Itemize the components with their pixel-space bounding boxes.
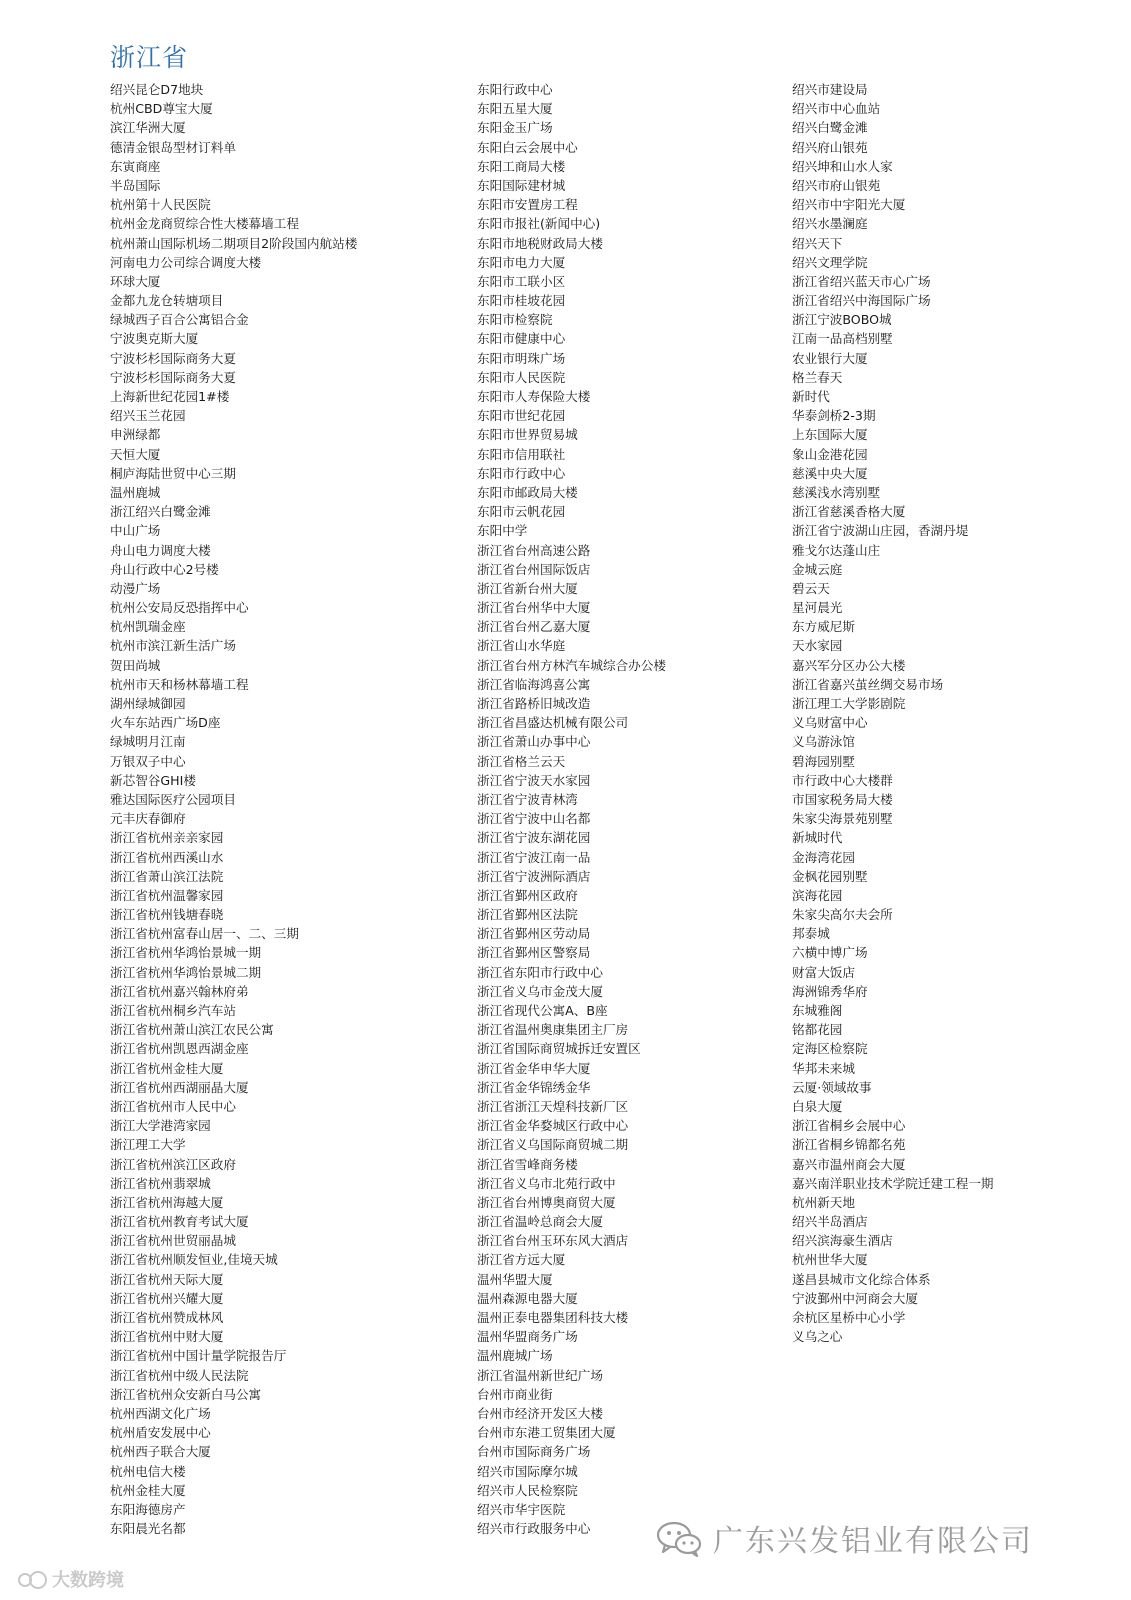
project-list-item: 浙江省金华婺城区行政中心 bbox=[477, 1118, 629, 1134]
project-list-item: 绍兴市建设局 bbox=[792, 82, 868, 97]
project-list-item: 绿城明月江南 bbox=[110, 734, 186, 750]
project-list-item: 义乌财富中心 bbox=[792, 715, 868, 731]
project-list-item: 台州市商业街 bbox=[477, 1386, 553, 1402]
project-list-item: 杭州西子联合大厦 bbox=[110, 1444, 211, 1460]
project-list-item: 浙江省宁波东湖花园 bbox=[477, 830, 591, 846]
project-list-item: 温州森源电器大厦 bbox=[477, 1290, 578, 1306]
project-list-item: 浙江省义乌市金茂大厦 bbox=[477, 983, 603, 999]
project-list-item: 浙江省杭州嘉兴翰林府弟 bbox=[110, 983, 249, 999]
project-list-item: 宁波杉杉国际商务大夏 bbox=[110, 369, 236, 385]
project-list-item: 台州市东港工贸集团大厦 bbox=[477, 1425, 616, 1441]
project-list-item: 浙江省浙江天煌科技新厂区 bbox=[477, 1098, 629, 1114]
project-list-item: 绍兴市府山银苑 bbox=[792, 177, 881, 193]
project-list-item: 格兰春天 bbox=[792, 369, 843, 385]
project-list-item: 华泰剑桥2-3期 bbox=[792, 408, 876, 424]
project-list-item: 朱家尖高尔夫会所 bbox=[792, 907, 893, 923]
project-list-item: 浙江省温州奥康集团主厂房 bbox=[477, 1022, 629, 1038]
project-list-item: 浙江省国际商贸城拆迁安置区 bbox=[477, 1041, 641, 1057]
project-list-item: 浙江省杭州中国计量学院报告厅 bbox=[110, 1348, 287, 1364]
project-list-item: 杭州第十人民医院 bbox=[110, 197, 211, 213]
project-list-item: 中山广场 bbox=[110, 523, 161, 539]
project-list-item: 台州市经济开发区大楼 bbox=[477, 1405, 603, 1421]
project-list-item: 碧海园别墅 bbox=[792, 753, 855, 769]
project-list-item: 绍兴市人民检察院 bbox=[477, 1482, 578, 1498]
project-list-item: 宁波奥克斯大厦 bbox=[110, 331, 199, 347]
page-title: 浙江省 bbox=[110, 43, 189, 72]
project-list-item: 星河晨光 bbox=[792, 600, 843, 616]
project-list-item: 杭州金桂大厦 bbox=[110, 1482, 186, 1498]
project-list-item: 嘉兴军分区办公大楼 bbox=[792, 657, 906, 673]
project-list-item: 浙江省临海鸿喜公寓 bbox=[477, 676, 591, 692]
bigdata-logo-icon bbox=[18, 1569, 48, 1589]
project-list-item: 浙江理工大学影剧院 bbox=[792, 696, 906, 711]
project-list-item: 浙江省鄞州区法院 bbox=[477, 907, 578, 923]
project-list-item: 浙江省萧山滨江法院 bbox=[110, 868, 224, 884]
project-list-column-3 bbox=[792, 80, 994, 1346]
project-list-item: 杭州市滨江新生活广场 bbox=[110, 638, 236, 654]
project-list-item: 义乌游泳馆 bbox=[792, 734, 855, 750]
project-list-item: 浙江省新台州大厦 bbox=[477, 580, 578, 596]
project-list-item: 雅达国际医疗公园项目 bbox=[110, 791, 236, 807]
project-list-item: 浙江省杭州富春山居一、二、三期 bbox=[110, 926, 299, 942]
project-list-item: 浙江省杭州众安新白马公寓 bbox=[110, 1386, 262, 1402]
wechat-icon bbox=[655, 1518, 705, 1558]
project-list-item: 贺田尚城 bbox=[110, 657, 161, 673]
project-list-item: 绍兴市中心血站 bbox=[792, 101, 881, 117]
project-list-item: 动漫广场 bbox=[110, 580, 161, 596]
project-list-item: 东阳国际建材城 bbox=[477, 177, 566, 193]
project-list-item: 浙江省台州玉环东风大酒店 bbox=[477, 1233, 629, 1249]
project-list-item: 杭州CBD尊宝大厦 bbox=[110, 101, 213, 117]
project-list-item: 浙江省台州国际饭店 bbox=[477, 561, 591, 577]
project-list-item: 浙江省绍兴中海国际广场 bbox=[792, 293, 931, 309]
project-list-item: 宁波杉杉国际商务大夏 bbox=[110, 350, 236, 366]
project-list-item: 绍兴市华宇医院 bbox=[477, 1501, 566, 1517]
project-list-item: 浙江省温州新世纪广场 bbox=[477, 1367, 603, 1383]
project-list-item: 东城雅阁 bbox=[792, 1003, 843, 1018]
project-list-item: 杭州凯瑞金座 bbox=[110, 619, 186, 635]
project-list-item: 绍兴坤和山水人家 bbox=[792, 158, 893, 174]
watermark-right-text: 广东兴发铝业有限公司 bbox=[713, 1524, 1033, 1559]
project-list-item: 浙江省杭州海越大厦 bbox=[110, 1194, 224, 1210]
project-list-item: 滨海花园 bbox=[792, 887, 843, 903]
project-list-item: 浙江省杭州凯恩西湖金座 bbox=[110, 1041, 249, 1057]
project-list-item: 绍兴市行政服务中心 bbox=[477, 1521, 591, 1537]
project-list-item: 天恒大厦 bbox=[110, 446, 161, 462]
project-list-item: 江南一品高档别墅 bbox=[792, 331, 893, 347]
project-list-item: 浙江省方远大厦 bbox=[477, 1252, 566, 1268]
project-list-column-2 bbox=[477, 80, 666, 1538]
project-list-item: 绍兴白鹭金滩 bbox=[792, 120, 868, 136]
project-list-item: 东阳市报社(新闻中心) bbox=[477, 216, 601, 232]
project-list-item: 上东国际大厦 bbox=[792, 427, 868, 443]
project-list-item: 东阳市云帆花园 bbox=[477, 504, 566, 520]
project-list-item: 浙江省宁波江南一品 bbox=[477, 849, 591, 865]
project-list-item: 浙江省宁波青林湾 bbox=[477, 791, 578, 807]
project-list-item: 浙江省杭州金桂大厦 bbox=[110, 1060, 224, 1076]
project-list-item: 东阳市世界贸易城 bbox=[477, 427, 578, 443]
project-list-item: 东阳市安置房工程 bbox=[477, 197, 578, 213]
project-list-item: 杭州盾安发展中心 bbox=[110, 1425, 211, 1441]
project-list-item: 浙江省台州方林汽车城综合办公楼 bbox=[477, 657, 666, 673]
project-list-item: 金海湾花园 bbox=[792, 849, 855, 865]
project-list-item: 浙江省金华申华大厦 bbox=[477, 1060, 591, 1076]
project-list-item: 滨江华洲大厦 bbox=[110, 120, 186, 136]
project-list-item: 浙江省杭州中级人民法院 bbox=[110, 1367, 249, 1383]
project-list-item: 浙江省杭州桐乡汽车站 bbox=[110, 1003, 236, 1018]
project-list-item: 绍兴昆仑D7地块 bbox=[110, 82, 204, 97]
project-list-item: 定海区检察院 bbox=[792, 1041, 868, 1057]
project-list-item: 浙江省路桥旧城改造 bbox=[477, 696, 591, 711]
project-list-item: 东阳海德房产 bbox=[110, 1501, 186, 1517]
project-list-item: 浙江省台州博奥商贸大厦 bbox=[477, 1194, 616, 1210]
project-list-item: 台州市国际商务广场 bbox=[477, 1444, 591, 1460]
project-list-item: 东阳市信用联社 bbox=[477, 446, 566, 462]
project-list-item: 浙江宁波BOBO城 bbox=[792, 312, 892, 328]
project-list-item: 上海新世纪花园1#楼 bbox=[110, 389, 230, 404]
project-list-item: 市行政中心大楼群 bbox=[792, 772, 893, 788]
project-list-item: 浙江省温岭总商会大厦 bbox=[477, 1214, 603, 1230]
project-list-item: 东阳市明珠广场 bbox=[477, 350, 566, 366]
project-list-item: 浙江省山水华庭 bbox=[477, 638, 566, 654]
project-list-column-1 bbox=[110, 80, 357, 1538]
project-list-item: 浙江省杭州亲亲家园 bbox=[110, 830, 224, 846]
project-list-item: 东方威尼斯 bbox=[792, 619, 855, 635]
project-list-item: 浙江省鄞州区警察局 bbox=[477, 945, 591, 961]
project-list-item: 杭州世华大厦 bbox=[792, 1252, 868, 1268]
project-list-item: 绍兴半岛酒店 bbox=[792, 1214, 868, 1230]
project-list-item: 浙江大学港湾家园 bbox=[110, 1118, 211, 1134]
project-list-item: 浙江省杭州滨江区政府 bbox=[110, 1156, 236, 1172]
project-list-item: 东阳市人寿保险大楼 bbox=[477, 389, 591, 404]
project-list-item: 浙江省桐乡锦都名苑 bbox=[792, 1137, 906, 1153]
project-list-item: 河南电力公司综合调度大楼 bbox=[110, 254, 262, 270]
project-list-item: 浙江绍兴白鹭金滩 bbox=[110, 504, 211, 520]
project-list-item: 雅戈尔达蓬山庄 bbox=[792, 542, 881, 558]
project-list-item: 万银双子中心 bbox=[110, 753, 186, 769]
project-list-item: 火车东站西广场D座 bbox=[110, 715, 221, 731]
project-list-item: 浙江省杭州西溪山水 bbox=[110, 849, 224, 865]
project-list-item: 东阳市检察院 bbox=[477, 312, 553, 328]
project-list-item: 浙江省萧山办事中心 bbox=[477, 734, 591, 750]
project-list-item: 浙江省杭州赞成林风 bbox=[110, 1310, 224, 1325]
project-list-item: 铭都花园 bbox=[792, 1022, 843, 1038]
project-list-item: 邦泰城 bbox=[792, 926, 830, 942]
project-list-item: 浙江省嘉兴茧丝绸交易市场 bbox=[792, 676, 944, 692]
project-list-item: 浙江省杭州世贸丽晶城 bbox=[110, 1233, 236, 1249]
project-list-item: 浙江理工大学 bbox=[110, 1137, 186, 1153]
project-list-item: 温州鹿城 bbox=[110, 484, 161, 500]
project-list-item: 绍兴玉兰花园 bbox=[110, 408, 186, 424]
project-list-item: 浙江省杭州翡翠城 bbox=[110, 1175, 211, 1191]
project-list-item: 浙江省台州高速公路 bbox=[477, 542, 591, 558]
project-list-item: 东阳行政中心 bbox=[477, 82, 553, 97]
project-list-item: 东阳中学 bbox=[477, 523, 528, 539]
project-list-item: 绍兴市国际摩尔城 bbox=[477, 1463, 578, 1479]
project-list-item: 六横中博广场 bbox=[792, 945, 868, 961]
project-list-item: 浙江省宁波天水家园 bbox=[477, 772, 591, 788]
project-list-item: 湖州绿城御园 bbox=[110, 696, 186, 711]
project-list-item: 浙江省杭州市人民中心 bbox=[110, 1098, 236, 1114]
project-list-item: 杭州新天地 bbox=[792, 1194, 855, 1210]
project-list-item: 浙江省雪峰商务楼 bbox=[477, 1156, 578, 1172]
project-list-item: 浙江省台州华中大厦 bbox=[477, 600, 591, 616]
project-list-item: 东阳五星大厦 bbox=[477, 101, 553, 117]
project-list-item: 半岛国际 bbox=[110, 177, 161, 193]
project-list-item: 朱家尖海景苑别墅 bbox=[792, 811, 893, 827]
project-list-item: 新时代 bbox=[792, 389, 830, 404]
project-list-item: 浙江省现代公寓A、B座 bbox=[477, 1003, 608, 1018]
project-list-item: 杭州电信大楼 bbox=[110, 1463, 186, 1479]
project-list-item: 新城时代 bbox=[792, 830, 843, 846]
project-list-item: 浙江省杭州天际大厦 bbox=[110, 1271, 224, 1287]
project-list-item: 绿城西子百合公寓铝合金 bbox=[110, 312, 249, 328]
project-list-item: 绍兴府山银苑 bbox=[792, 139, 868, 155]
project-list-item: 浙江省昌盛达机械有限公司 bbox=[477, 715, 629, 731]
project-list-item: 嘉兴市温州商会大厦 bbox=[792, 1156, 906, 1172]
project-list-item: 浙江省杭州萧山滨江农民公寓 bbox=[110, 1022, 274, 1038]
project-list-item: 环球大厦 bbox=[110, 273, 161, 289]
project-list-item: 东阳市工联小区 bbox=[477, 273, 566, 289]
project-list-item: 杭州市天和杨林幕墙工程 bbox=[110, 676, 249, 692]
project-list-item: 杭州金龙商贸综合性大楼幕墙工程 bbox=[110, 216, 299, 232]
project-list-item: 东阳市世纪花园 bbox=[477, 408, 566, 424]
project-list-item: 浙江省东阳市行政中心 bbox=[477, 964, 603, 980]
project-list-item: 东阳市人民医院 bbox=[477, 369, 566, 385]
project-list-item: 象山金港花园 bbox=[792, 446, 868, 462]
watermark-left-text: 大数跨境 bbox=[52, 1570, 124, 1591]
project-list-item: 德清金银岛型材订料单 bbox=[110, 139, 236, 155]
project-list-item: 华邦未来城 bbox=[792, 1060, 855, 1076]
project-list-item: 绍兴市中宇阳光大厦 bbox=[792, 197, 906, 213]
project-list-item: 慈溪中央大厦 bbox=[792, 465, 868, 481]
project-list-item: 白泉大厦 bbox=[792, 1098, 843, 1114]
project-list-item: 遂昌县城市文化综合体系 bbox=[792, 1271, 931, 1287]
project-list-item: 浙江省金华锦绣金华 bbox=[477, 1079, 591, 1095]
project-list-item: 东阳市桂坡花园 bbox=[477, 293, 566, 309]
project-list-item: 杭州公安局反恐指挥中心 bbox=[110, 600, 249, 616]
project-list-item: 杭州萧山国际机场二期项目2阶段国内航站楼 bbox=[110, 235, 358, 251]
project-list-item: 浙江省桐乡会展中心 bbox=[792, 1118, 906, 1134]
project-list-item: 桐庐海陆世贸中心三期 bbox=[110, 465, 236, 481]
project-list-item: 浙江省绍兴蓝天市心广场 bbox=[792, 273, 931, 289]
project-list-item: 浙江省杭州兴耀大厦 bbox=[110, 1290, 224, 1306]
project-list-item: 绍兴天下 bbox=[792, 235, 843, 251]
project-list-item: 东阳晨光名都 bbox=[110, 1521, 186, 1537]
project-list-item: 金城云庭 bbox=[792, 561, 843, 577]
project-list-item: 碧云天 bbox=[792, 580, 830, 596]
project-list-item: 慈溪浅水湾别墅 bbox=[792, 484, 881, 500]
project-list-item: 温州正泰电器集团科技大楼 bbox=[477, 1310, 629, 1325]
project-list-item: 浙江省杭州钱塘春晓 bbox=[110, 907, 224, 923]
project-list-item: 浙江省台州乙嘉大厦 bbox=[477, 619, 591, 635]
project-list-item: 绍兴滨海豪生酒店 bbox=[792, 1233, 893, 1249]
project-list-item: 浙江省杭州温馨家园 bbox=[110, 887, 224, 903]
project-list-item: 浙江省杭州华鸿怡景城一期 bbox=[110, 945, 262, 961]
project-list-item: 金枫花园别墅 bbox=[792, 868, 868, 884]
project-list-item: 浙江省杭州中财大厦 bbox=[110, 1329, 224, 1345]
project-list-item: 东阳市电力大厦 bbox=[477, 254, 566, 270]
project-list-item: 温州华盟大厦 bbox=[477, 1271, 553, 1287]
project-list-item: 浙江省宁波洲际酒店 bbox=[477, 868, 591, 884]
project-list-item: 元丰庆春御府 bbox=[110, 811, 186, 827]
project-list-item: 东阳市地税财政局大楼 bbox=[477, 235, 603, 251]
project-list-item: 浙江省杭州教育考试大厦 bbox=[110, 1214, 249, 1230]
project-list-item: 浙江省义乌国际商贸城二期 bbox=[477, 1137, 629, 1153]
project-list-item: 浙江省慈溪香格大厦 bbox=[792, 504, 906, 520]
project-list-item: 绍兴文理学院 bbox=[792, 254, 868, 270]
project-list-item: 宁波鄞州中河商会大厦 bbox=[792, 1290, 918, 1306]
bigdata-watermark bbox=[18, 1566, 124, 1592]
project-list-item: 义乌之心 bbox=[792, 1329, 843, 1345]
project-list-item: 东寅商座 bbox=[110, 158, 161, 174]
project-list-item: 市国家税务局大楼 bbox=[792, 791, 893, 807]
project-list-item: 新芯智谷GHI楼 bbox=[110, 772, 196, 788]
project-list-item: 云厦·领域故事 bbox=[792, 1079, 872, 1095]
company-watermark bbox=[655, 1516, 1033, 1560]
project-list-item: 嘉兴南洋职业技术学院迁建工程一期 bbox=[792, 1175, 994, 1191]
project-list-item: 温州鹿城广场 bbox=[477, 1348, 553, 1364]
project-list-item: 东阳白云会展中心 bbox=[477, 139, 578, 155]
project-list-item: 舟山电力调度大楼 bbox=[110, 542, 211, 558]
project-list-item: 杭州西湖文化广场 bbox=[110, 1405, 211, 1421]
project-list-item: 海洲锦秀华府 bbox=[792, 983, 868, 999]
project-list-item: 申洲绿都 bbox=[110, 427, 161, 443]
project-list-item: 浙江省宁波湖山庄园，香湖丹堤 bbox=[792, 523, 969, 539]
project-list-item: 浙江省格兰云天 bbox=[477, 753, 566, 769]
project-list-item: 温州华盟商务广场 bbox=[477, 1329, 578, 1345]
project-list-item: 舟山行政中心2号楼 bbox=[110, 561, 219, 577]
project-list-item: 金都九龙仓转塘项目 bbox=[110, 293, 224, 309]
project-list-item: 浙江省鄞州区劳动局 bbox=[477, 926, 591, 942]
project-list-item: 浙江省宁波中山名都 bbox=[477, 811, 591, 827]
project-list-item: 东阳工商局大楼 bbox=[477, 158, 566, 174]
project-list-item: 东阳市行政中心 bbox=[477, 465, 566, 481]
project-list-item: 东阳金玉广场 bbox=[477, 120, 553, 136]
project-list-item: 财富大饭店 bbox=[792, 964, 855, 980]
project-list-item: 浙江省义乌市北苑行政中 bbox=[477, 1175, 616, 1191]
project-list-item: 东阳市健康中心 bbox=[477, 331, 566, 347]
project-list-item: 天水家园 bbox=[792, 638, 843, 654]
project-list-item: 浙江省杭州顺发恒业,佳境天城 bbox=[110, 1252, 278, 1268]
project-list-item: 浙江省杭州西湖丽晶大厦 bbox=[110, 1079, 249, 1095]
project-list-item: 东阳市邮政局大楼 bbox=[477, 484, 578, 500]
project-list-item: 浙江省鄞州区政府 bbox=[477, 887, 578, 903]
project-list-item: 余杭区星桥中心小学 bbox=[792, 1310, 906, 1325]
project-list-item: 绍兴水墨澜庭 bbox=[792, 216, 868, 232]
project-list-item: 农业银行大厦 bbox=[792, 350, 868, 366]
project-list-item: 浙江省杭州华鸿怡景城二期 bbox=[110, 964, 262, 980]
